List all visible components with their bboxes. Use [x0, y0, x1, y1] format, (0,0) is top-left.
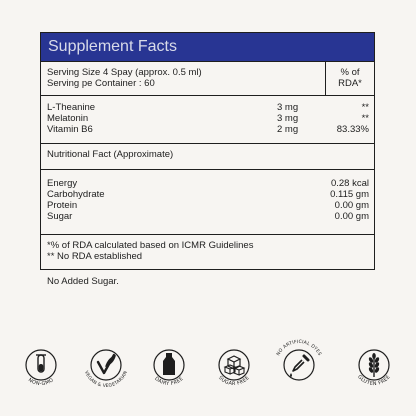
dropper-icon [271, 337, 327, 393]
fact-value: 0.115 gm [330, 189, 369, 200]
panel-title: Supplement Facts [48, 38, 177, 55]
vegan-badge [78, 337, 134, 393]
badge-row [0, 337, 416, 407]
rda-header [325, 62, 374, 95]
badge-label: VEGAN & VEGETARIAN [83, 370, 129, 390]
badge-label: NO ARTIFICIAL DYES [276, 339, 322, 357]
nutrient-row [47, 124, 369, 135]
rda-header-line2: RDA* [338, 78, 362, 89]
notes-section [41, 235, 374, 269]
panel-header [41, 33, 374, 62]
badge-label: DAIRY FREE [153, 375, 185, 388]
badge-label: SUGAR FREE [217, 374, 251, 388]
nutrient-amount: 3 mg [277, 113, 299, 124]
facts-section [41, 170, 374, 235]
fact-row [47, 178, 369, 189]
fact-name: Energy [47, 178, 78, 189]
fact-value: 0.28 kcal [330, 178, 369, 189]
no-added-sugar-text: No Added Sugar. [47, 276, 119, 287]
nutrient-name: Melatonin [47, 113, 89, 124]
serving-row [41, 62, 374, 96]
sugar-free-badge [206, 337, 262, 393]
sugar-cubes-icon [206, 337, 262, 393]
svg-text:DAIRY FREE [153, 376, 185, 387]
rda-header-line1: % of [340, 67, 360, 78]
nutrient-row [47, 102, 369, 113]
fact-name: Sugar [47, 211, 73, 222]
serving-size: Serving Size 4 Spay (approx. 0.5 ml) [47, 67, 202, 78]
nutrient-amount: 3 mg [277, 102, 299, 113]
rda-note: *% of RDA calculated based on ICMR Guidelines [47, 240, 254, 251]
nutritional-fact-heading-row [41, 144, 374, 170]
nutrient-rda: 83.33% [336, 124, 369, 135]
fact-name: Protein [47, 200, 78, 211]
svg-text:NON-GMO [27, 377, 55, 387]
nutrient-amount: 2 mg [277, 124, 299, 135]
no-artificial-dyes-badge [271, 337, 327, 393]
svg-text:NO ARTIFICIAL DYES [275, 339, 322, 357]
fact-row [47, 200, 369, 211]
wheat-icon [346, 337, 402, 393]
dairy-free-badge [141, 337, 197, 393]
test-tube-icon [13, 337, 69, 393]
nutrient-rda: ** [361, 113, 369, 124]
fact-value: 0.00 gm [334, 200, 369, 211]
nutrient-name: Vitamin B6 [47, 124, 93, 135]
fact-row [47, 189, 369, 200]
leaf-check-icon [78, 337, 134, 393]
fact-value: 0.00 gm [334, 211, 369, 222]
nutrients-section [41, 96, 374, 144]
supplement-facts-panel [40, 32, 375, 270]
badge-label: NON-GMO [27, 377, 55, 388]
nutrient-row [47, 113, 369, 124]
non-gmo-badge [13, 337, 69, 393]
badge-label: GLUTEN FREE [356, 374, 392, 388]
milk-bottle-icon [141, 337, 197, 393]
no-rda-note: ** No RDA established [47, 251, 143, 262]
nutritional-fact-heading: Nutritional Fact (Approximate) [47, 149, 174, 160]
nutrient-name: L-Theanine [47, 102, 96, 113]
gluten-free-badge [346, 337, 402, 393]
nutrient-rda: ** [361, 102, 369, 113]
servings-per-container: Serving pe Container : 60 [47, 78, 155, 89]
fact-name: Carbohydrate [47, 189, 105, 200]
serving-info [41, 62, 325, 95]
fact-row [47, 211, 369, 222]
svg-text:SUGAR FREE [217, 375, 251, 387]
